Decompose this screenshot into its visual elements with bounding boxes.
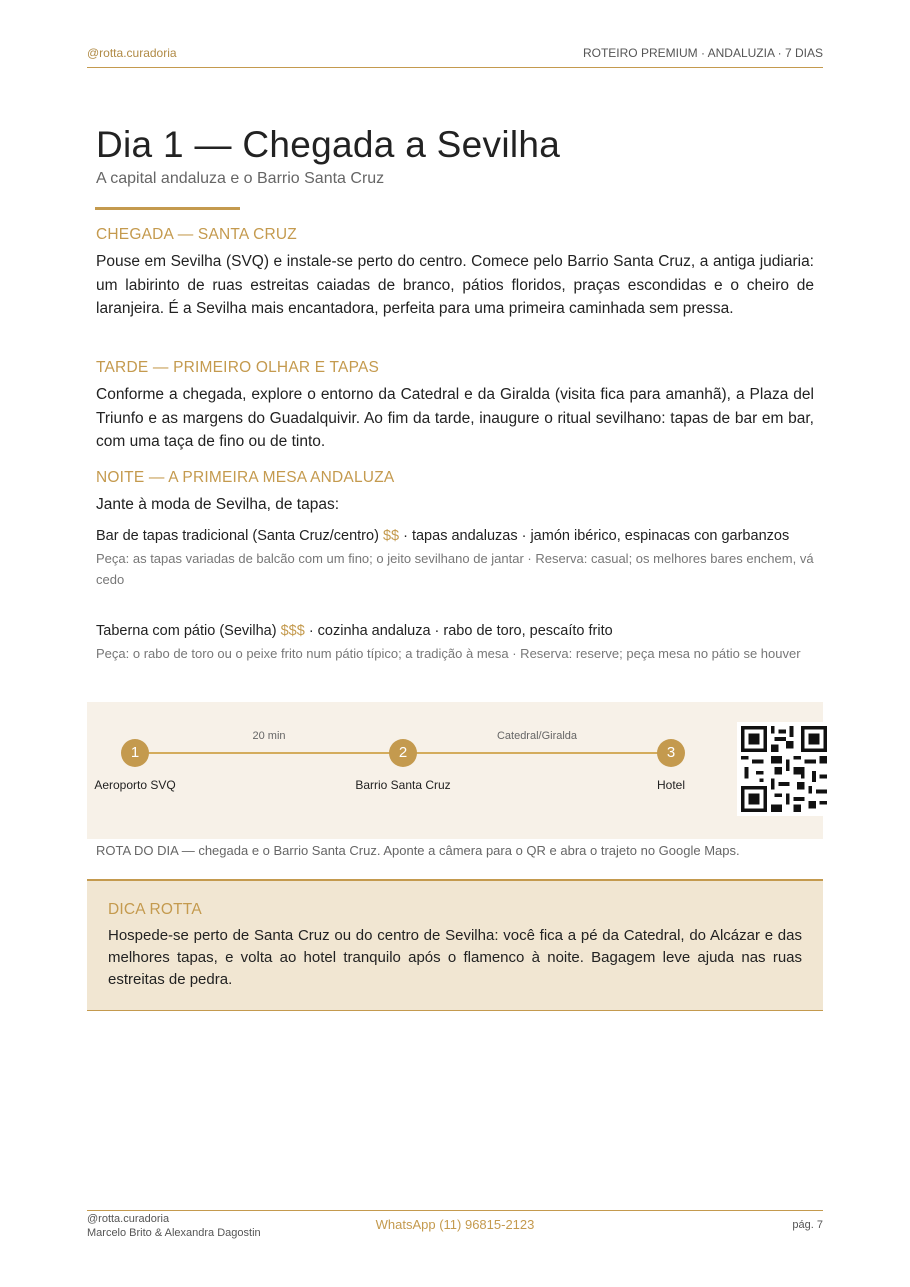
page-footer [87,1210,823,1251]
footer-whatsapp-link[interactable]: WhatsApp (11) 96815-2123 [375,1217,535,1232]
route-stop-marker: 2 [389,739,417,767]
venue-line [96,621,814,643]
route-stop-marker: 1 [121,739,149,767]
venue-note: Peça: o rabo de toro ou o peixe frito num pátio típico; a tradição à mesa · Reserva: reserve; peça mesa no pátio se houver [96,645,801,661]
header-doc-title: ROTEIRO PREMIUM · ANDALUZIA · 7 DIAS [582,46,823,60]
venue-name: Taberna com pátio (Sevilha) [96,623,277,639]
section-tarde [96,359,814,454]
section-heading: CHEGADA — SANTA CRUZ [96,226,297,243]
section-text: Jante à moda de Sevilha, de tapas: [96,496,339,513]
section-heading: TARDE — PRIMEIRO OLHAR E TAPAS [96,359,380,376]
footer-brand: @rotta.curadoria [87,1213,170,1225]
venue-line [96,526,814,548]
route-map [87,702,823,839]
venue-note: Peça: as tapas variadas de balcão com um fino; o jeito sevilhano de jantar · Reserva: casual; os melhores bares enchem, vá cedo [96,550,814,587]
tip-text: Hospede-se perto de Santa Cruz ou do centro de Sevilha: você fica a pé da Catedral, do Alcázar e das melhores tapas, e volta ao hotel tranquilo após o flamenco à noite. Bagagem leve ajuda nas ruas estreitas de pedra. [108,927,802,988]
route-stop-label: Barrio Santa Cruz [355,778,451,792]
title-divider [95,207,240,210]
header-brand: @rotta.curadoria [87,46,177,60]
venue-desc: · tapas andaluzas · jamón ibérico, espinacas con garbanzos [403,528,790,544]
venue-item [96,526,814,591]
route-stop-label: Aeroporto SVQ [94,778,176,792]
page-number: pág. 7 [792,1219,823,1231]
page-header [87,46,823,68]
qr-code-icon[interactable] [737,722,831,816]
tip-box [87,879,823,1011]
venue-desc: · cozinha andaluza · rabo de toro, pescaíto frito [308,623,613,639]
route-stop-marker: 3 [657,739,685,767]
page-title: Dia 1 — Chegada a Sevilha [96,124,561,165]
segment-label: 20 min [252,730,286,742]
venue-name: Bar de tapas tradicional (Santa Cruz/centro) [96,528,379,544]
venue-price: $$$ [280,623,305,639]
page-subtitle: A capital andaluza e o Barrio Santa Cruz [96,170,385,187]
route-stop-label: Hotel [656,778,685,792]
venue-item [96,621,814,664]
venue-price: $$ [382,528,400,544]
section-noite [96,469,814,517]
segment-label: Catedral/Giralda [496,730,578,742]
section-heading: NOITE — A PRIMEIRA MESA ANDALUZA [96,469,395,486]
section-text: Pouse em Sevilha (SVQ) e instale-se perto do centro. Comece pelo Barrio Santa Cruz, a antiga judiaria: um labirinto de ruas estreitas caiadas de branco, pátios floridos, praças escondidas e o cheiro de laranjeira. É a Sevilha mais encantadora, perfeita para uma primeira caminhada sem pressa. [96,253,814,318]
route-caption: ROTA DO DIA — chegada e o Barrio Santa Cruz. Aponte a câmera para o QR e abra o trajeto no Google Maps. [96,843,740,858]
footer-authors: Marcelo Brito & Alexandra Dagostin [87,1227,261,1239]
section-chegada [96,226,814,321]
section-text: Conforme a chegada, explore o entorno da Catedral e da Giralda (visita fica para amanhã), a Plaza del Triunfo e as margens do Guadalquivir. Ao fim da tarde, inaugure o ritual sevilhano: tapas de bar em bar, com uma taça de fino ou de tinto. [96,386,814,451]
tip-heading: DICA ROTTA [108,901,202,918]
